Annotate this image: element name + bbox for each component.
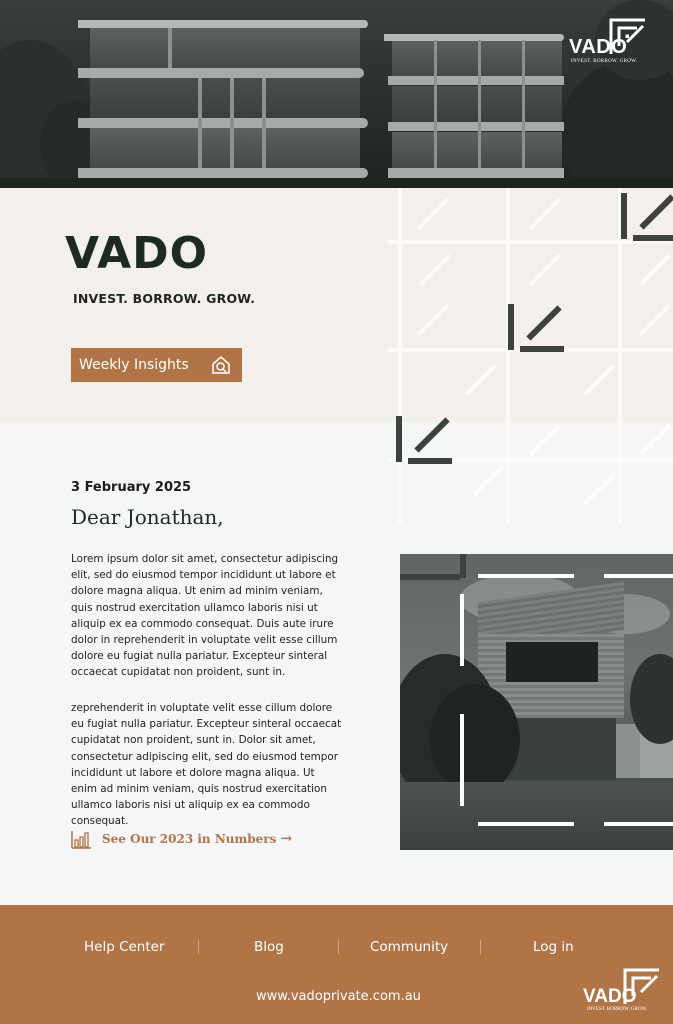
brand-tagline: INVEST. BORROW. GROW. [73,291,256,306]
footer-link-help-center[interactable]: Help Center [84,939,165,955]
body-paragraph-1: Lorem ipsum dolor sit amet, consectetur adipiscing elit, sed do eiusmod tempor incididunt ut labore et dolore magna aliqua. Ut enim ad minim veniam, quis nostrud exercitation ullamco laboris nisi ut aliquip ex ea commodo consequat. Duis aute irure dolor in reprehenderit in voluptate velit esse cillum dolore eu fugiat nulla pariatur. Excepteur sinteral occaecat cupidatat non proident, sunt in. [71,553,339,679]
footer-logo [583,966,665,1018]
footer-separator [338,940,339,954]
newsletter-date: 3 February 2025 [71,480,192,495]
header-logo-tagline: INVEST. BORROW. GROW. [571,59,638,64]
brand-mark-icon [621,193,673,243]
see-numbers-link[interactable] [71,829,292,849]
house-search-icon [211,355,231,375]
footer-link-community[interactable]: Community [370,939,449,955]
brand-title: VADO [65,228,209,279]
greeting: Dear Jonathan, [71,505,224,529]
footer-separator [480,940,481,954]
body-paragraph-2: zeprehenderit in voluptate velit esse cillum dolore eu fugiat nulla pariatur. Excepteur sinteral occaecat cupidatat non proident, sunt in. Dolor sit amet, consectetur adipiscing elit, sed do eiusmod tempor incididunt ut labore et dolore magna aliqua. Ut enim ad minim veniam, quis nostrud exercitation ullamco laboris nisi ut aliquip ex ea commodo consequat. [71,702,342,828]
see-numbers-label: See Our 2023 in Numbers [102,832,277,846]
footer-link-log-in[interactable]: Log in [533,939,574,955]
footer [0,905,673,1024]
footer-separator [198,940,199,954]
brand-mark-icon [508,304,564,354]
arrow-right-icon: → [280,831,293,847]
footer-logo-word: VADO [583,986,637,1007]
weekly-insights-button[interactable] [71,348,242,382]
footer-link-blog[interactable]: Blog [254,939,284,955]
footer-website-link[interactable]: www.vadoprivate.com.au [256,989,421,1004]
header-logo[interactable] [569,16,659,72]
bar-chart-icon [71,829,92,849]
brand-mark-icon [396,416,452,466]
weekly-insights-label: Weekly Insights [79,357,189,373]
hero-building-image [0,0,673,188]
house-photo [400,554,673,850]
header-logo-word: VADO [569,36,628,58]
footer-logo-tagline: INVEST. BORROW. GROW. [587,1007,647,1012]
